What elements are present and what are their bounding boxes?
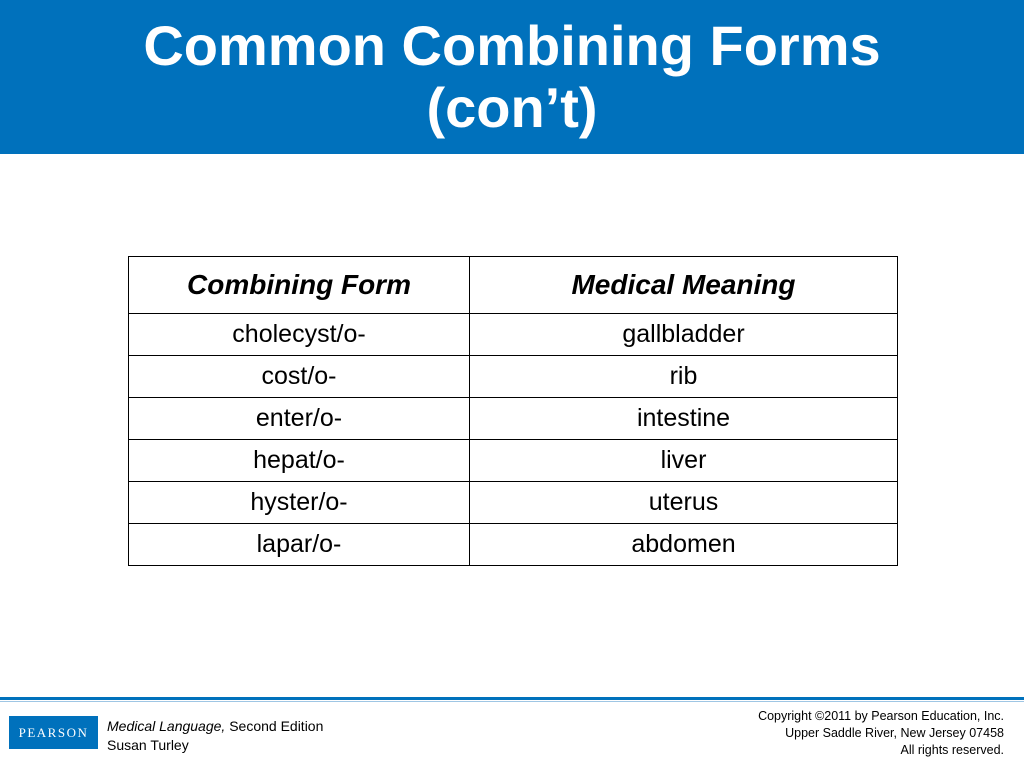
combining-forms-table-container xyxy=(128,256,897,566)
footer-divider xyxy=(0,697,1024,700)
rights-line: All rights reserved. xyxy=(900,743,1004,757)
combining-form-cell: hyster/o- xyxy=(129,482,470,524)
combining-forms-table xyxy=(128,256,898,566)
medical-meaning-cell: gallbladder xyxy=(470,314,898,356)
column-header-medical-meaning: Medical Meaning xyxy=(470,257,898,314)
table-row xyxy=(129,524,898,566)
pearson-logo: PEARSON xyxy=(9,716,98,749)
combining-form-cell: enter/o- xyxy=(129,398,470,440)
table-header-row xyxy=(129,257,898,314)
combining-form-cell: cholecyst/o- xyxy=(129,314,470,356)
table-row xyxy=(129,482,898,524)
copyright-line: Copyright ©2011 by Pearson Education, Inc. xyxy=(758,709,1004,723)
medical-meaning-cell: liver xyxy=(470,440,898,482)
medical-meaning-cell: uterus xyxy=(470,482,898,524)
slide-title-line-2: (con’t) xyxy=(426,76,598,139)
slide-title-line-1: Common Combining Forms xyxy=(143,14,881,77)
copyright-notice xyxy=(758,708,1004,759)
medical-meaning-cell: intestine xyxy=(470,398,898,440)
table-row xyxy=(129,398,898,440)
book-edition: Second Edition xyxy=(225,718,324,734)
combining-form-cell: lapar/o- xyxy=(129,524,470,566)
book-citation xyxy=(107,717,323,755)
combining-form-cell: hepat/o- xyxy=(129,440,470,482)
table-row xyxy=(129,440,898,482)
combining-form-cell: cost/o- xyxy=(129,356,470,398)
medical-meaning-cell: abdomen xyxy=(470,524,898,566)
table-row xyxy=(129,356,898,398)
book-title: Medical Language, xyxy=(107,718,226,734)
table-row xyxy=(129,314,898,356)
publisher-address-line: Upper Saddle River, New Jersey 07458 xyxy=(785,726,1004,740)
column-header-combining-form: Combining Form xyxy=(129,257,470,314)
book-title-line xyxy=(107,717,323,736)
medical-meaning-cell: rib xyxy=(470,356,898,398)
book-author: Susan Turley xyxy=(107,737,189,753)
title-banner xyxy=(0,0,1024,154)
footer-divider-accent xyxy=(0,701,1024,702)
